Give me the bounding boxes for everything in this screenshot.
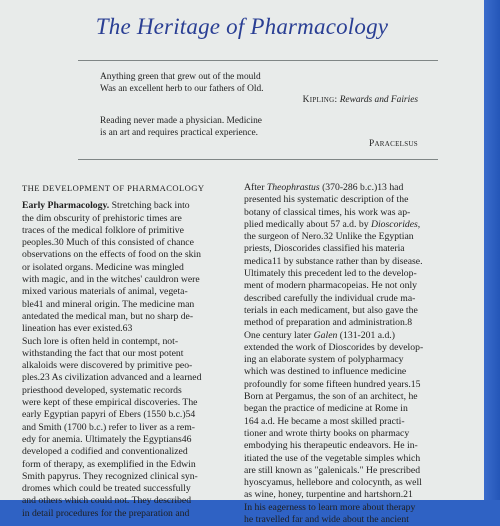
text-run: he travelled far and wide about the ancient <box>244 514 409 526</box>
text-run: the dim obscurity of prehistoric times are <box>22 212 182 224</box>
text-run: early Egyptian papyri of Ebers (1550 b.c.)54 <box>22 409 196 421</box>
text-line <box>22 311 228 323</box>
text-run: Born at Pergamus, the son of an architect, he <box>244 391 418 403</box>
text-line <box>22 397 228 409</box>
text-run: Smith papyrus. They recognized clinical syn- <box>22 470 198 482</box>
italic-name: Theophrastus <box>266 182 320 193</box>
text-run: botany of classical times, his work was ap- <box>244 206 411 218</box>
text-run: mixed various materials of animal, vegeta- <box>22 286 188 298</box>
text-line <box>244 243 464 255</box>
text-run: edy for anemia. Ultimately the Egyptians46 <box>22 433 192 445</box>
bottom-divider <box>78 159 438 160</box>
text-line <box>22 299 228 311</box>
text-run: After <box>244 182 267 193</box>
text-run: priests, Dioscorides classified his materia <box>244 243 405 255</box>
text-line <box>244 465 464 477</box>
text-line <box>244 489 464 501</box>
text-line <box>22 471 228 483</box>
text-run: 164 a.d. He became a most skilled practi- <box>244 415 405 427</box>
text-line <box>244 182 464 194</box>
text-line <box>22 274 228 286</box>
epigraph-author: Paracelsus <box>368 139 418 150</box>
text-run: described carefully the individual crude ma- <box>244 292 416 304</box>
chapter-title: The Heritage of Pharmacology <box>95 14 389 39</box>
text-run: ment of modern pharmacopeias. He not only <box>244 280 417 292</box>
text-line <box>22 213 228 225</box>
text-line <box>22 286 228 298</box>
text-run: One century later <box>244 329 314 341</box>
text-run: withstanding the fact that our most potent <box>22 347 184 359</box>
text-run: as wine, honey, turpentine and hartshorn.21 <box>244 489 413 501</box>
left-column-body <box>22 200 228 520</box>
text-line <box>244 416 464 428</box>
text-line <box>22 225 228 237</box>
text-line <box>244 354 464 366</box>
text-run: hyoscyamus, hellebore and colocynth, as well <box>244 477 422 489</box>
text-run: developed a codified and conventionalized <box>22 446 188 458</box>
text-line <box>22 422 228 434</box>
text-line <box>22 262 228 274</box>
text-run: embodying his therapeutic endeavors. He in- <box>244 440 418 452</box>
section-heading: THE DEVELOPMENT OF PHARMACOLOGY <box>22 183 205 193</box>
text-line <box>22 409 228 421</box>
text-line <box>244 317 464 329</box>
epigraph-line: Reading never made a physician. Medicine <box>100 116 262 126</box>
text-run: traces of the medical folklore of primitive <box>22 224 184 236</box>
text-line <box>244 280 464 292</box>
text-line <box>244 366 464 378</box>
text-run: itiated the use of the vegetable simples which <box>244 452 421 464</box>
text-run: are still known as "galenicals." He prescribed <box>244 464 421 476</box>
text-run: In his eagerness to learn more about therapy <box>244 501 416 513</box>
text-line <box>244 391 464 403</box>
text-line <box>244 305 464 317</box>
italic-name: Galen <box>313 329 338 341</box>
epigraph-kipling <box>100 72 418 107</box>
right-column-body <box>244 182 464 526</box>
text-line <box>244 440 464 452</box>
text-line <box>22 372 228 384</box>
text-run: plied medically about 57 a.d. by <box>244 218 371 230</box>
text-line <box>244 514 464 526</box>
text-line <box>22 200 228 212</box>
text-run: observations on the effects of food on the skin <box>22 249 202 261</box>
top-divider <box>78 60 438 61</box>
text-run: lineation has ever existed.63 <box>22 323 133 335</box>
epigraph-line: Anything green that grew out of the mould <box>100 72 261 82</box>
left-column <box>22 182 228 520</box>
text-line <box>22 434 228 446</box>
epigraph-attribution <box>100 95 418 107</box>
italic-name: Dioscorides, <box>370 218 421 230</box>
epigraph-paracelsus <box>100 116 418 151</box>
text-line <box>22 495 228 507</box>
text-run: and Smith (1700 b.c.) refer to liver as a rem- <box>22 421 195 433</box>
epigraph-work: Rewards and Fairies <box>339 95 418 106</box>
text-run: ble41 and mineral origin. The medicine man <box>22 298 195 310</box>
epigraph-line: Was an excellent herb to our fathers of Old. <box>100 83 264 94</box>
text-line <box>244 194 464 206</box>
text-run: (370-286 b.c.)13 had <box>319 182 404 193</box>
text-line <box>22 385 228 397</box>
epigraph-author: Kipling: <box>302 95 338 106</box>
epigraph-line: is an art and requires practical experience. <box>100 127 258 138</box>
text-line <box>244 207 464 219</box>
text-run: were kept of these empirical discoveries. The <box>22 397 198 409</box>
right-column <box>244 182 464 526</box>
page-edge-background <box>484 0 500 500</box>
text-run: (131-201 a.d.) <box>337 329 395 341</box>
text-run: tioner and wrote thirty books on pharmacy <box>244 427 410 439</box>
text-run: dromes which could be treated successfully <box>22 483 191 495</box>
text-line <box>244 477 464 489</box>
text-run: method of preparation and administration.8 <box>244 317 413 329</box>
text-line <box>244 293 464 305</box>
text-line <box>22 446 228 458</box>
text-line <box>22 483 228 495</box>
text-line <box>244 330 464 342</box>
text-line <box>244 256 464 268</box>
text-run: ing an elaborate system of polypharmacy <box>244 354 404 366</box>
text-run: profoundly for some fifteen hundred years.15 <box>244 378 421 390</box>
text-run: peoples.30 Much of this consisted of chance <box>22 237 194 249</box>
text-line <box>22 323 228 335</box>
text-run: presented his systematic description of the <box>244 194 409 206</box>
text-run: Such lore is often held in contempt, not- <box>22 335 179 347</box>
text-run: Stretching back into <box>109 200 190 212</box>
text-run: extended the work of Dioscorides by develop- <box>244 341 424 353</box>
text-line <box>244 428 464 440</box>
text-line <box>244 268 464 280</box>
text-line <box>244 379 464 391</box>
text-run: with magic, and in the witches' cauldron were <box>22 274 200 286</box>
text-line <box>22 336 228 348</box>
text-line <box>244 342 464 354</box>
text-line <box>244 403 464 415</box>
text-run: began the practice of medicine at Rome in <box>244 403 408 415</box>
text-line <box>22 360 228 372</box>
text-line <box>244 502 464 514</box>
text-run: in detail procedures for the preparation and <box>22 507 190 519</box>
text-run: the surgeon of Nero.32 Unlike the Egyptian <box>244 231 414 243</box>
text-run: or isolated organs. Medicine was mingled <box>22 261 184 273</box>
text-line <box>22 237 228 249</box>
text-line <box>244 453 464 465</box>
text-line <box>244 219 464 231</box>
text-run: medica11 by substance rather than by disease. <box>244 255 423 267</box>
text-line <box>22 249 228 261</box>
text-run: priesthood developed, systematic records <box>22 384 182 396</box>
text-run: antedated the medical man, but no sharp de- <box>22 310 194 322</box>
text-run: and others which could not. They described <box>22 495 192 507</box>
epigraph-attribution <box>100 139 418 151</box>
text-run: Ultimately this precedent led to the develop- <box>244 268 417 280</box>
text-run: which was destined to influence medicine <box>244 366 407 378</box>
text-run: alkaloids were discovered by primitive peo- <box>22 360 193 372</box>
text-run: terials in each medicament, but also gave the <box>244 304 418 316</box>
text-run: form of therapy, as exemplified in the Edwin <box>22 458 196 470</box>
subheading: Early Pharmacology. <box>22 200 110 212</box>
text-line <box>22 508 228 520</box>
text-line <box>22 459 228 471</box>
text-line <box>22 348 228 360</box>
text-line <box>244 231 464 243</box>
text-run: ples.23 As civilization advanced and a learned <box>22 372 202 384</box>
